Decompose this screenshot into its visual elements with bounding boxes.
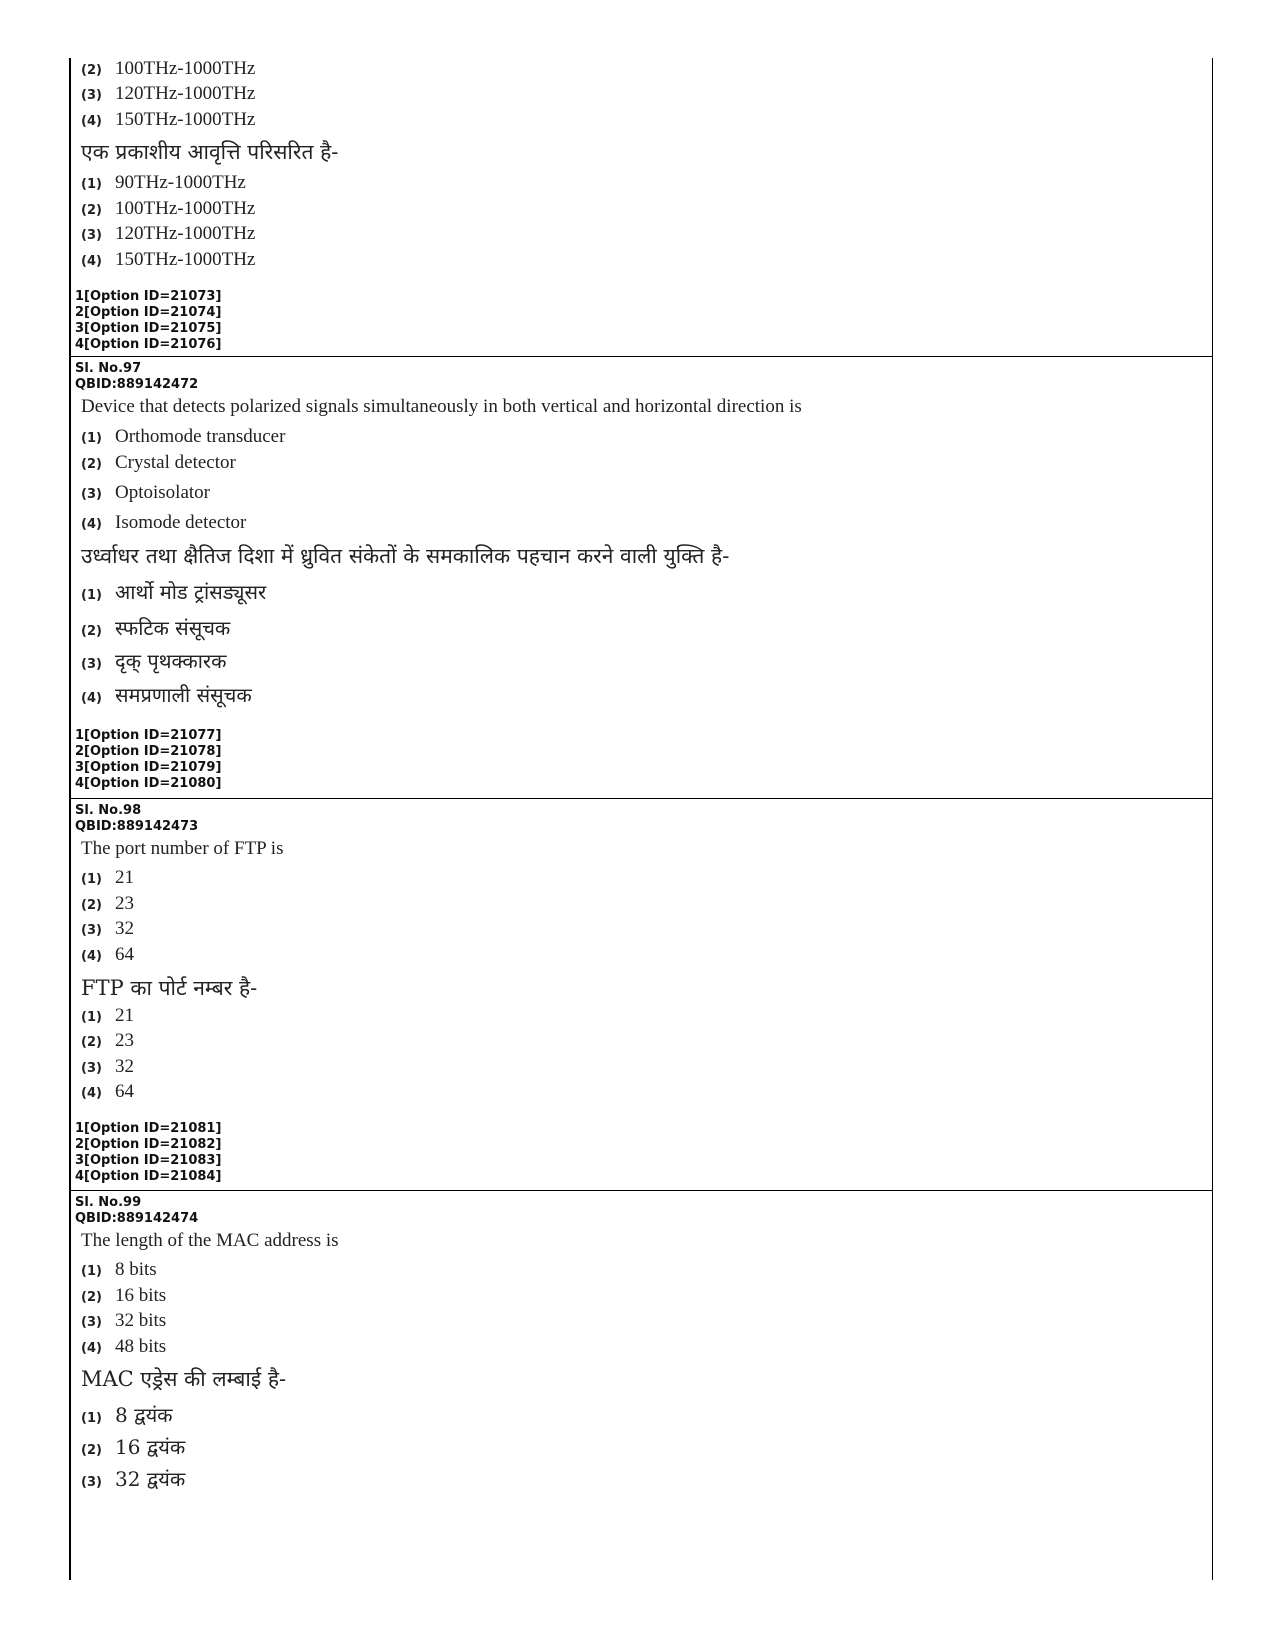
option-hi-1: (1) 21 [81, 1005, 134, 1026]
option-id: 1[Option ID=21073] [75, 289, 222, 304]
option-en-2: (2) Crystal detector [81, 452, 236, 473]
option-hi-3: (3) 120THz-1000THz [81, 223, 256, 244]
option-hi-1: (1) 8 द्वयंक [81, 1403, 173, 1427]
option-id: 2[Option ID=21078] [75, 744, 222, 759]
serial-number: Sl. No.99 [75, 1195, 142, 1210]
option-hi-2: (2) 23 [81, 1030, 134, 1051]
serial-number: Sl. No.97 [75, 361, 142, 376]
option-hi-2: (2) स्फटिक संसूचक [81, 616, 231, 640]
option-en-3: (3) Optoisolator [81, 482, 210, 503]
question-text-en: The length of the MAC address is [81, 1230, 339, 1251]
option-hi-2: (2) 16 द्वयंक [81, 1435, 186, 1459]
option-id: 4[Option ID=21080] [75, 776, 222, 791]
option-en-4: (4) 48 bits [81, 1336, 167, 1357]
option-id: 4[Option ID=21076] [75, 337, 222, 352]
option-id: 4[Option ID=21084] [75, 1169, 222, 1184]
option-en-1: (1) 8 bits [81, 1259, 157, 1280]
option-id: 2[Option ID=21074] [75, 305, 222, 320]
option-en-2: (2) 23 [81, 893, 134, 914]
option-id: 3[Option ID=21075] [75, 321, 222, 336]
option-en-4: (4) Isomode detector [81, 512, 247, 533]
option-en-4: (4) 64 [81, 944, 134, 965]
option-en-3: (3) 32 bits [81, 1310, 167, 1331]
option-en-3: (3) 120THz-1000THz [81, 83, 256, 104]
option-en-2: (2) 100THz-1000THz [81, 58, 256, 79]
option-en-1: (1) 21 [81, 867, 134, 888]
question-divider [71, 1190, 1212, 1191]
option-id-list [75, 1121, 221, 1185]
option-hi-4: (4) समप्रणाली संसूचक [81, 683, 252, 707]
option-hi-2: (2) 100THz-1000THz [81, 198, 256, 219]
question-text-hi: एक प्रकाशीय आवृत्ति परिसरित है- [81, 140, 339, 164]
option-hi-1: (1) आर्थो मोड ट्रांसड्यूसर [81, 580, 267, 604]
question-paper-frame [69, 58, 1213, 1580]
question-text-hi: MAC एड्रेस की लम्बाई है- [81, 1367, 287, 1391]
option-hi-3: (3) दृक् पृथक्कारक [81, 649, 227, 673]
option-id: 3[Option ID=21079] [75, 760, 222, 775]
option-id: 1[Option ID=21081] [75, 1121, 222, 1136]
option-hi-1: (1) 90THz-1000THz [81, 172, 246, 193]
option-en-1: (1) Orthomode transducer [81, 426, 286, 447]
option-hi-4: (4) 150THz-1000THz [81, 249, 256, 270]
option-id-list [75, 728, 221, 792]
qbid: QBID:889142473 [75, 819, 199, 834]
option-hi-3: (3) 32 द्वयंक [81, 1467, 186, 1491]
option-id: 1[Option ID=21077] [75, 728, 222, 743]
option-en-4: (4) 150THz-1000THz [81, 109, 256, 130]
question-text-en: Device that detects polarized signals simultaneously in both vertical and horizontal direction is [81, 396, 802, 417]
question-divider [71, 356, 1212, 357]
option-id: 3[Option ID=21083] [75, 1153, 222, 1168]
option-en-3: (3) 32 [81, 918, 134, 939]
option-hi-4: (4) 64 [81, 1081, 134, 1102]
qbid: QBID:889142472 [75, 377, 199, 392]
option-id-list [75, 289, 221, 353]
option-hi-3: (3) 32 [81, 1056, 134, 1077]
question-text-hi: उर्ध्वाधर तथा क्षैतिज दिशा में ध्रुवित संकेतों के समकालिक पहचान करने वाली युक्ति है- [81, 544, 730, 568]
serial-number: Sl. No.98 [75, 803, 142, 818]
qbid: QBID:889142474 [75, 1211, 199, 1226]
question-divider [71, 798, 1212, 799]
question-text-en: The port number of FTP is [81, 838, 284, 859]
option-en-2: (2) 16 bits [81, 1285, 167, 1306]
option-id: 2[Option ID=21082] [75, 1137, 222, 1152]
question-text-hi: FTP का पोर्ट नम्बर है- [81, 976, 258, 1000]
